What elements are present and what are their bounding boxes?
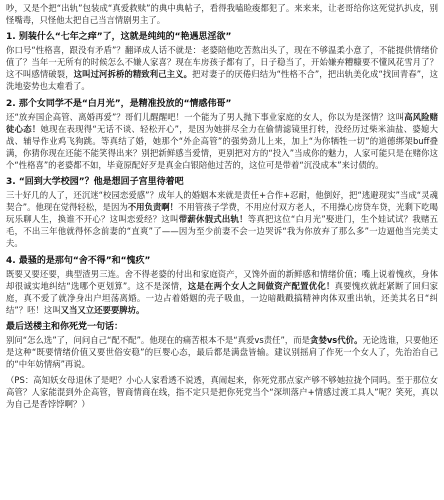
body-text: 她现在表现得“无话不谈、轻松开心”，是因为她拼尽全力在偷情滤镜里打转，没经历过柴米油盐、婆媳大战、辅导作业鸡飞狗跳。等真结了婚，她那个“外企高管”的强势劲儿上来，加上“为你牺牲一切”的道德绑架buff叠满，你猜你现在还能不能笑得出来？别把新鲜感当爱情，更别把对方的“投入”当成你的魅力， xyxy=(6,123,438,158)
section-paragraph xyxy=(6,111,438,171)
emphasis-text: 这是在两个女人之间做资产配置优化！ xyxy=(187,280,335,291)
sections-container xyxy=(6,26,438,370)
section-heading: 最后送楼主和你死党一句话： xyxy=(6,321,124,332)
emphasis-text: 这叫过河拆桥的精致利己主义。 xyxy=(73,69,193,80)
body-text: 既要又要还要，典型渣男三连。舍不得老婆的付出和家庭资产，又馋外面的新鲜感和情绪价值；嘴上说着愧疚，身体却很诚实地纠结“选哪个更划算”。这不是深情， xyxy=(6,268,438,291)
emphasis-text: 贪婪vs代价。 xyxy=(310,334,363,345)
body-text: 你口号“性格喜，跟没有矛盾”？翻译成人话不就是：老婆陪他吃苦熬出头了，现在不够温柔小意了，不能提供情绪价值了？当年一无所有的时候怎么不嫌人家喜？现在车房孩子都有了，日子稳当了，开始嫌弃糟糠要不懂风花雪月了？这不叫感情破裂， xyxy=(6,45,438,80)
body-text: 人家可能只是在赌你这个“性格喜”的老婆都不如，毕竟原配好歹是真金白银陪他过苦的，这位可是带着“沉没成本”来讨债的。 xyxy=(6,147,438,170)
section-paragraph xyxy=(6,334,438,370)
body-text: 无论选谁，只要他还是这种“既要情绪价值又要世俗安稳”的巨婴心态，最后都是满盘皆输。建议别摇肩了作死一个女人了，先治治自己的“中年妨情病”再说。 xyxy=(6,334,439,370)
section-paragraph xyxy=(6,189,438,249)
section-paragraph xyxy=(6,268,438,316)
body-text: 三十好几的人了，还沉迷“校园恋爱感”？成年人的婚姻本来就是责任+合作+忍耐，他倒好，把“逃避现实”当成“灵魂契合”。他现在觉得轻松，是因为 xyxy=(6,190,438,213)
body-text: 把对妻子的厌倦归结为“性格不合”，把出轨美化成“找回青春”，这洗地姿势也太难看了。 xyxy=(6,69,439,92)
emphasis-text: 带薪休假式出轨！ xyxy=(178,214,248,225)
body-text: 还“放弃国企高管、离婚再爱”？哥们儿醒醒吧！一个能为了男人抛下事业家庭的女人，你以为是深情？这叫 xyxy=(6,111,405,122)
section-heading: 2. 那个女同学不是“白月光”，是精准投放的“情感伟哥” xyxy=(6,98,232,109)
emphasis-text: 不用负责啊！ xyxy=(127,202,179,213)
section-heading: 4. 最骚的是那句“舍不得”和“愧疚” xyxy=(6,255,151,266)
section-heading: 3. “回到大学校园”？他是想回子宫里待着吧 xyxy=(6,177,184,188)
body-text: 等真把这位“白月光”娶进门，生个娃试试？我赌五毛，不出三年他就得怀念前妻的“直爽”了——因为至少前妻不会一边哭诉“我为你放弃了那么多”一边逼他当完美丈夫。 xyxy=(6,214,439,249)
section-paragraph xyxy=(6,44,438,92)
body-text: 不用管孩子学费，不用应付双方老人，不用操心房贷车贷，光剩下吃喝玩乐聊人生，换谁不开心？这叫恋爱经？这叫 xyxy=(6,202,438,225)
emphasis-text: 又当又立还要要脾坊。 xyxy=(60,304,145,315)
emphasis-text: 高风险赌徒心态！ xyxy=(6,111,438,134)
section-heading: 1. 别装什么“七年之痒”了，这就是纯纯的“艳遇思淫欲” xyxy=(6,32,232,43)
ps-paragraph: （PS：高知妖女母退休了是吧？小心人家看透不说透，真闹起来，你死党那点家产够不够她拉拢个同吗。至于那位女高管？人家能混到外企高管，智商情商在线，指不定只是把你死党当个“深圳落户+情感过渡工具人”呢？笑死，真以为自己是香饽饽啊？） xyxy=(6,375,438,410)
body-text: 别问“怎么选”了，问问自己“配不配”。他现在的痛苦根本不是“真爱vs责任”，而是 xyxy=(6,334,311,345)
intro-paragraph: 吵，又是个把“出轨”包装成“真爱救赎”的典中典帖子，看得我嗑睑痠都犯了。来来来，让老哥给你这死觉扒扒皮，别怪嘴毒，只怪他太把自己当言情剧男主了。 xyxy=(6,3,438,26)
body-text: 真要愧疚就赶紧断了回归家庭，真不爱了就净身出户坦荡离婚。一边占着婚姻的壳子吸血，一边暗戳戳搞精神肉体双重出轨，还美其名日“纠结”？呸！这叫 xyxy=(6,280,439,315)
